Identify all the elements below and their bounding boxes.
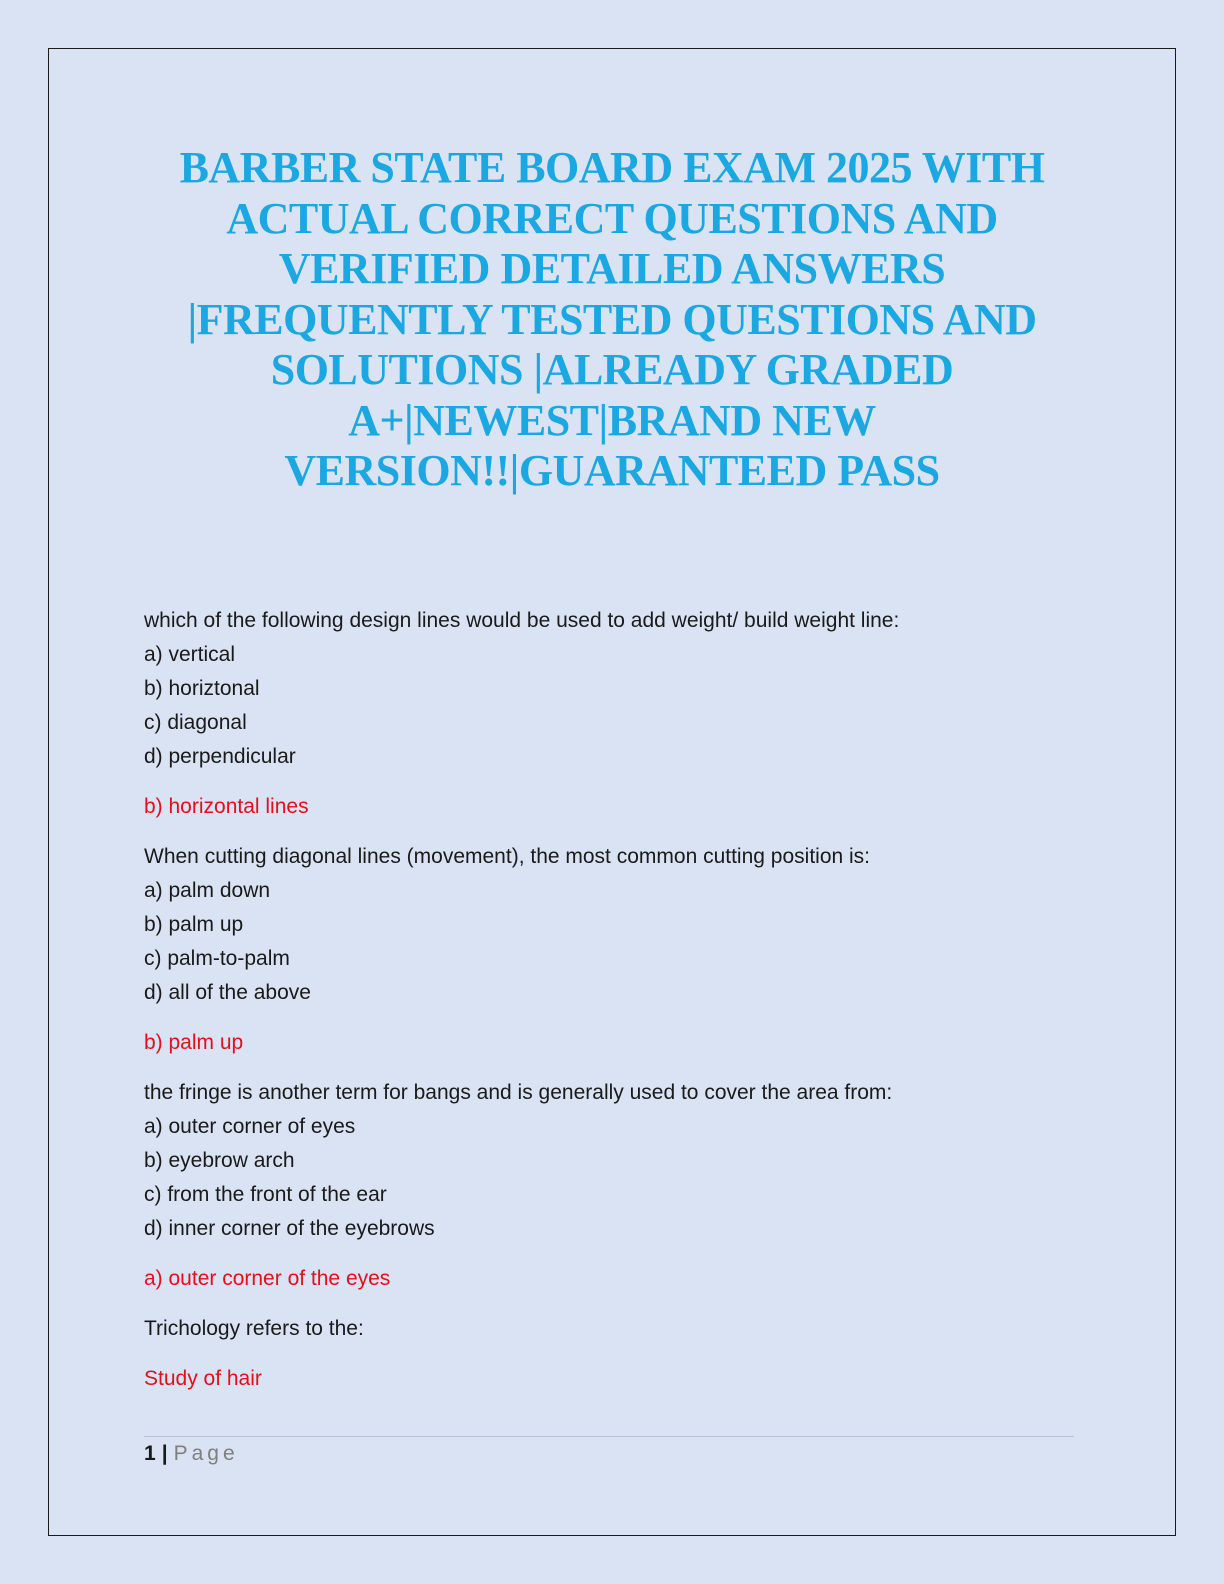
title-line: VERIFIED DETAILED ANSWERS: [278, 244, 946, 293]
answer-option: a) palm down: [144, 879, 271, 902]
page-number: 1: [144, 1442, 156, 1465]
answer-option: a) outer corner of eyes: [144, 1115, 356, 1138]
question-block-3: [144, 1076, 1084, 1312]
question-text: the fringe is another term for bangs and is generally used to cover the area from:: [144, 1081, 893, 1104]
question-block-4: [144, 1312, 1084, 1396]
question-text: which of the following design lines would be used to add weight/ build weight line:: [144, 609, 900, 632]
answer-option: b) palm up: [144, 913, 244, 936]
title-line: A+|NEWEST|BRAND NEW: [348, 395, 876, 445]
answer-option: b) eyebrow arch: [144, 1149, 295, 1172]
footer-divider: [144, 1436, 1074, 1437]
answer-option: c) from the front of the ear: [144, 1183, 387, 1206]
page-footer: [144, 1441, 239, 1467]
title-line: ACTUAL CORRECT QUESTIONS AND: [226, 193, 998, 243]
question-text: When cutting diagonal lines (movement), the most common cutting position is:: [144, 845, 871, 868]
answer-option: d) inner corner of the eyebrows: [144, 1217, 435, 1240]
title-line: VERSION!!|GUARANTEED PASS: [284, 446, 940, 495]
document-title: [150, 143, 1074, 497]
title-line: |FREQUENTLY TESTED QUESTIONS AND: [187, 294, 1037, 344]
footer-separator: |: [161, 1442, 168, 1465]
title-line: BARBER STATE BOARD EXAM 2025 WITH: [179, 143, 1045, 192]
title-line: SOLUTIONS |ALREADY GRADED: [270, 345, 954, 394]
answer-option: c) diagonal: [144, 711, 247, 734]
answer-option: d) perpendicular: [144, 745, 296, 768]
correct-answer: a) outer corner of the eyes: [144, 1267, 391, 1290]
answer-option: d) all of the above: [144, 981, 311, 1004]
correct-answer: b) palm up: [144, 1031, 244, 1054]
question-block-1: [144, 604, 1084, 840]
correct-answer: b) horizontal lines: [144, 795, 309, 818]
question-block-2: [144, 840, 1084, 1076]
answer-option: c) palm-to-palm: [144, 947, 290, 970]
page-label: Page: [173, 1442, 239, 1465]
correct-answer: Study of hair: [144, 1367, 262, 1390]
question-text: Trichology refers to the:: [144, 1317, 364, 1340]
question-list: [144, 604, 1084, 1396]
answer-option: a) vertical: [144, 643, 236, 666]
answer-option: b) horiztonal: [144, 677, 260, 700]
